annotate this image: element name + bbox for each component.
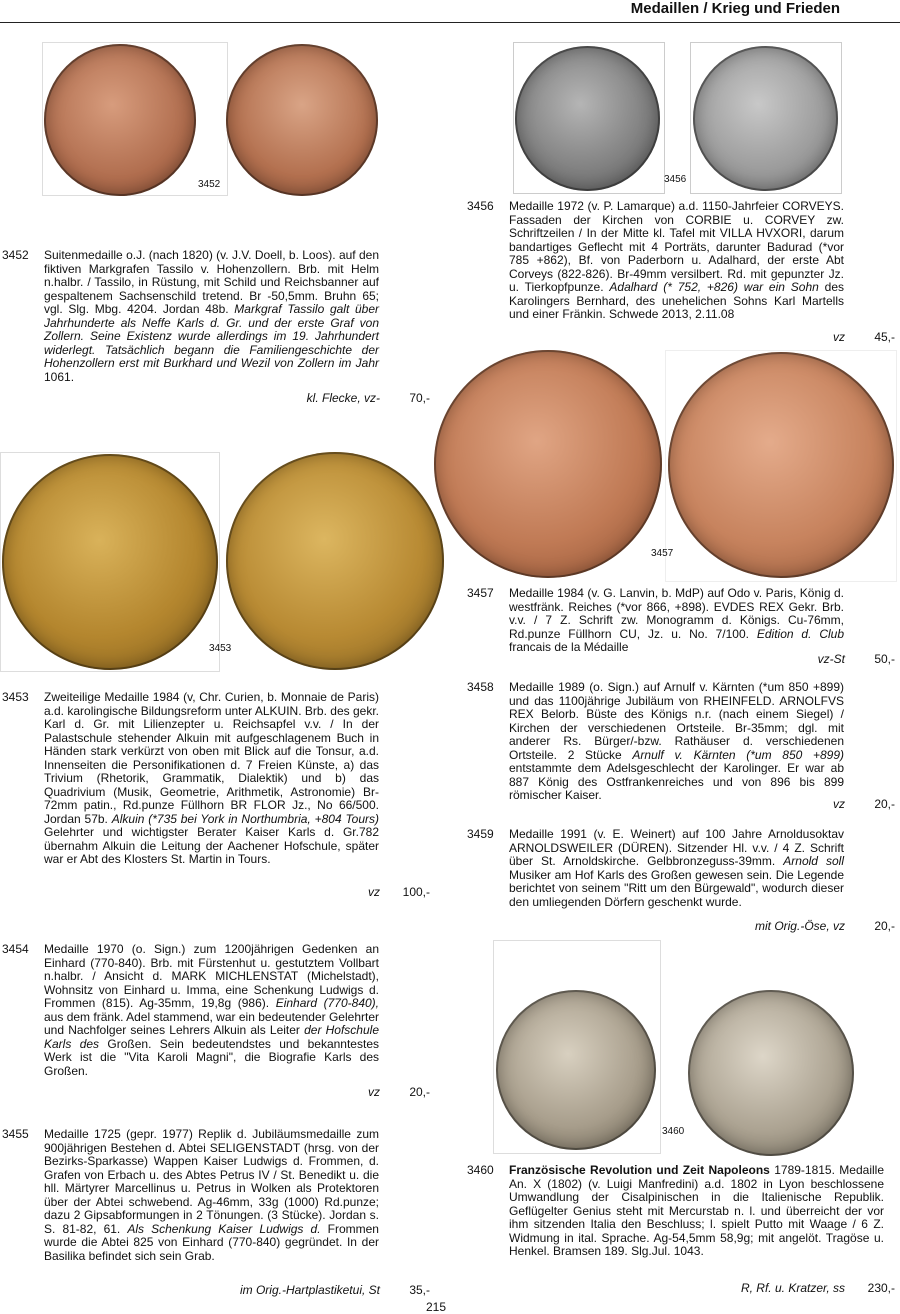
lot-text: Medaille 1970 (o. Sign.) zum 1200jährigen Gedenken an Einhard (770-840). Brb. mit Fürstenhut u. gestutztem Vollbart n.halbr. / Ansicht d. MARK MICHLENSTAT (Michelstadt), Wohnsitz von Einhard u. Imma, eine Schenkung Ludwigs d. Frommen (815). Ag-35mm, 19,8g (986). <box>44 942 379 1010</box>
lot-note: Markgraf Tassilo galt über Jahrhunderte als Neffe Karls d. Gr. und der erste Graf von Zollern. Seine Existenz wurde allerdings im 19. Jahrhundert widerlegt. Tatsächlich begann die Familiengeschichte der Hohenzollern erst mit Burkhard und Wezil von Zollern im Jahr <box>44 302 379 370</box>
lot-note: Als Schenkung Kaiser Ludwigs d. <box>127 1221 321 1236</box>
lot-number: 3452 <box>2 248 29 262</box>
lot-entry-3453 <box>2 691 430 901</box>
lot-3456-obverse <box>515 46 660 191</box>
lot-3457-label: 3457 <box>651 548 674 559</box>
lot-text: Suitenmedaille o.J. (nach 1820) (v. J.V. Doell, b. Loos). auf den fiktiven Markgrafen Tassilo v. Hohenzollern. Brb. mit Helm n.halbr. / Tassilo, in Rüstung, mit Schild und Reichsbanner auf gespaltenem Sachsenschild tretend. Br -50,5mm. Bruhn 65; vgl. Slg. Mbg. 4204. Jordan 48b. <box>44 248 379 316</box>
lot-description <box>509 681 844 803</box>
lot-text-tail: des Karolingers Bernhard, des unehelichen Sohns Karl Martells und einer Fränkin. Schwede 2013, 2.11.08 <box>509 280 844 321</box>
lot-entry-3458 <box>467 681 895 821</box>
lot-entry-3452 <box>2 249 430 409</box>
lot-3453-label: 3453 <box>209 643 232 654</box>
lot-3456-label: 3456 <box>664 174 687 185</box>
lot-condition: kl. Flecke, vz- <box>306 391 380 405</box>
lot-text: Medaille 1989 (o. Sign.) auf Arnulf v. Kärnten (*um 850 +899) und das 1100jährige Jubiläum von RHEINFELD. ARNOLFVS REX Belorb. Büste des Königs n.r. (nach einem Siegel) / Kirchen der verschiedenen Ortsteile. Br-35mm; dgl. mit anderer Rs. Bürger/-bzw. Rathäuser d. verschiedenen Ortsteile. 2 Stücke <box>509 680 844 762</box>
lot-description <box>509 200 844 322</box>
lot-3460-obverse <box>496 990 656 1150</box>
lot-text-tail: Frommen wurde die Abtei 825 von Einhard (770-840) gegründet. In der Basilika befindet sich sein Grab. <box>44 1221 379 1263</box>
lot-number: 3453 <box>2 690 29 704</box>
lot-text-tail: Musiker am Hof Karls des Großen gewesen sein. Die Legende berichtet von seinem "Ritt um den Bürgewald", wodurch dieser den umliegenden Dörfern geschenkt wurde. <box>509 867 844 909</box>
lot-price: 70,- <box>409 391 430 405</box>
lot-price: 20,- <box>874 797 895 811</box>
lot-note: Arnulf v. Kärnten (*um 850 +899) <box>632 747 845 762</box>
header-divider <box>0 22 900 23</box>
lot-description <box>509 828 844 909</box>
lot-note: Adalhard (* 752, +826) war ein Sohn <box>609 280 819 294</box>
lot-entry-3457 <box>467 587 895 677</box>
lot-description <box>509 1164 884 1259</box>
lot-text: 1789-1815. Medaille An. X (1802) (v. Luigi Manfredini) a.d. 1802 in Lyon beschlossene Umwandlung der Cisalpinischen in die Italienische Republik. Geflügelter Genius steht mit Mercurstab n. l. und überreicht der vor ihm sitzenden Italia den Beschluss; l. spielt Putto mit Waage / 6 Z. Widmung in ital. Sprache. Ag-54,5mm 58,9g; mit angelöt. Tragöse u. Henkel. Bramsen 189. Slg.Jul. 1043. <box>509 1163 884 1258</box>
lot-condition: mit Orig.-Öse, vz <box>754 919 845 933</box>
lot-text-tail-2: Großen. Sein bedeutendstes und bekanntestes Werk ist die "Vita Karoli Magni", die Biografie Karls des Großen. <box>44 1036 379 1078</box>
lot-price: 100,- <box>402 885 430 899</box>
lot-text: Medaille 1984 (v. G. Lanvin, b. MdP) auf Odo v. Paris, König d. westfränk. Reiches (*vor 866, +898). EVDES REX Gekr. Brb. v.v. / 7 Z. Schrift zw. Monogramm d. Königs. Cu-76mm, Rd.punze Füllhorn CU, Jz. u. No. 7/100. <box>509 586 844 641</box>
lot-3452-reverse <box>226 44 378 196</box>
lot-text-tail: Gelehrter und wichtigster Berater Kaiser Karls d. Gr.782 übernahm Alkuin die Leitung der Aachener Hofschule, später war er Abt des Klosters St. Martin in Tours. <box>44 825 379 866</box>
lot-3453-reverse <box>226 452 444 670</box>
lot-3456-reverse <box>693 46 838 191</box>
lot-description <box>44 943 379 1078</box>
lot-number: 3459 <box>467 827 494 841</box>
lot-note: Alkuin (*735 bei York in Northumbria, +804 Tours) <box>111 811 380 826</box>
lot-number: 3454 <box>2 942 29 956</box>
lot-description <box>44 249 379 384</box>
lot-condition: im Orig.-Hartplastiketui, St <box>239 1283 380 1297</box>
lot-price: 20,- <box>409 1085 430 1099</box>
lot-number: 3455 <box>2 1127 29 1141</box>
lot-entry-3454 <box>2 943 430 1103</box>
lot-text-tail: entstammte dem Adelsgeschlecht der Karolinger. Er war ab 887 König des Ostfrankenreiches und von 896 bis 899 römischer Kaiser. <box>509 761 844 802</box>
lot-price: 50,- <box>874 652 895 666</box>
lot-price: 45,- <box>874 330 895 344</box>
lot-note: Arnold soll <box>783 854 844 868</box>
lot-text: Zweiteilige Medaille 1984 (v, Chr. Curien, b. Monnaie de Paris) a.d. karolingische Bildungsreform unter ALKUIN. Brb. des gekr. Karl d. Gr. mit Lilienzepter u. Reichsapfel v.v. / In der Palastschule stehender Alkuin mit aufgeschlagenem Buch in Händen stark verkürzt von oben mit Blick auf die Tonsur, a.d. Innenseiten die Personifikationen d. 7 Freien Künste, a) das Trivium (Rhetorik, Grammatik, Dialektik) und b) das Quadrivium (Musik, Geometrie, Arithmetik, Astronomie) Br-72mm patin., Rd.punze Füllhorn BR FLOR Jz., No 66/500. Jordan 57b. <box>44 690 379 826</box>
lot-note: Einhard (770-840), <box>275 996 379 1010</box>
lot-condition: vz-St <box>817 652 845 666</box>
lot-heading: Französische Revolution und Zeit Napoleons <box>509 1163 770 1177</box>
lot-condition: vz <box>368 1085 380 1099</box>
lot-note: Edition d. Club <box>756 626 844 641</box>
lot-entry-3459 <box>467 828 895 940</box>
lot-text-tail: 1061. <box>44 369 75 384</box>
lot-3460-label: 3460 <box>662 1126 685 1137</box>
lot-price: 20,- <box>874 919 895 933</box>
lot-number: 3460 <box>467 1163 494 1177</box>
lot-text: Medaille 1972 (v. P. Lamarque) a.d. 1150-Jahrfeier CORVEYS. Fassaden der Kirchen von CORBIE u. CORVEY zw. Schriftzeilen / In der Mitte kl. Tafel mit VILLA HVXORI, darum bandartiges Geflecht mit 4 Porträts, darunter Badurad (*vor 785 +862), Bf. von Paderborn u. Adalhard, der erste Abt Corveys (822-826). Br-49mm versilbert. Rd. mit gepunzter Jz. u. Tierkopfpunze. <box>509 199 844 294</box>
lot-3452-label: 3452 <box>198 179 221 190</box>
lot-note-2: der Hofschule Karls des <box>44 1023 379 1051</box>
lot-condition: vz <box>368 885 380 899</box>
lot-3460-reverse <box>688 990 854 1156</box>
lot-text: Medaille 1725 (gepr. 1977) Replik d. Jubiläumsmedaille zum 900jährigen Bestehen d. Abtei SELIGENSTADT (hrsg. von der Bezirks-Sparkasse) Wappen Kaiser Ludwigs d. Frommen, d. Grafen von Erbach u. des Abtes Petrus IV / St. Benedikt u. die hll. Märtyrer Marcellinus u. Petrus in Wolken als Protektoren über der Abtei schwebend. Ag-46mm, 33g (1000) Rd.punze; dazu 2 Gipsabformungen in 2 Tönungen. (3 Stücke). Jordan s. S. 81-82, 61. <box>44 1127 379 1236</box>
lot-condition: vz <box>833 330 845 344</box>
lot-description <box>44 691 379 867</box>
lot-number: 3456 <box>467 199 494 213</box>
lot-text-tail: francais de la Médaille <box>509 640 629 654</box>
lot-3453-obverse <box>2 454 218 670</box>
page-number: 215 <box>426 1300 447 1314</box>
lot-description <box>44 1128 379 1263</box>
lot-entry-3455 <box>2 1128 430 1298</box>
lot-text-tail: aus dem fränk. Adel stammend, war ein bedeutender Gelehrter und Nachfolger seines Lehrers Alkuin als Leiter <box>44 1009 379 1037</box>
lot-3457-reverse <box>668 352 894 578</box>
lot-3452-obverse <box>44 44 196 196</box>
lot-price: 35,- <box>409 1283 430 1297</box>
lot-text: Medaille 1991 (v. E. Weinert) auf 100 Jahre Arnoldusoktav ARNOLDSWEILER (DÜREN). Sitzender Hl. v.v. / 4 Z. Schrift über St. Arnoldskirche. Gelbbronzeguss-39mm. <box>509 827 844 868</box>
lot-entry-3456 <box>467 200 895 350</box>
lot-number: 3458 <box>467 680 494 694</box>
lot-description <box>509 587 844 655</box>
lot-number: 3457 <box>467 586 494 600</box>
lot-condition: R, Rf. u. Kratzer, ss <box>740 1281 845 1295</box>
lot-3457-obverse <box>434 350 662 578</box>
lot-condition: vz <box>833 797 845 811</box>
lot-entry-3460 <box>467 1164 895 1304</box>
lot-price: 230,- <box>867 1281 895 1295</box>
section-title: Medaillen / Krieg und Frieden <box>630 0 840 17</box>
